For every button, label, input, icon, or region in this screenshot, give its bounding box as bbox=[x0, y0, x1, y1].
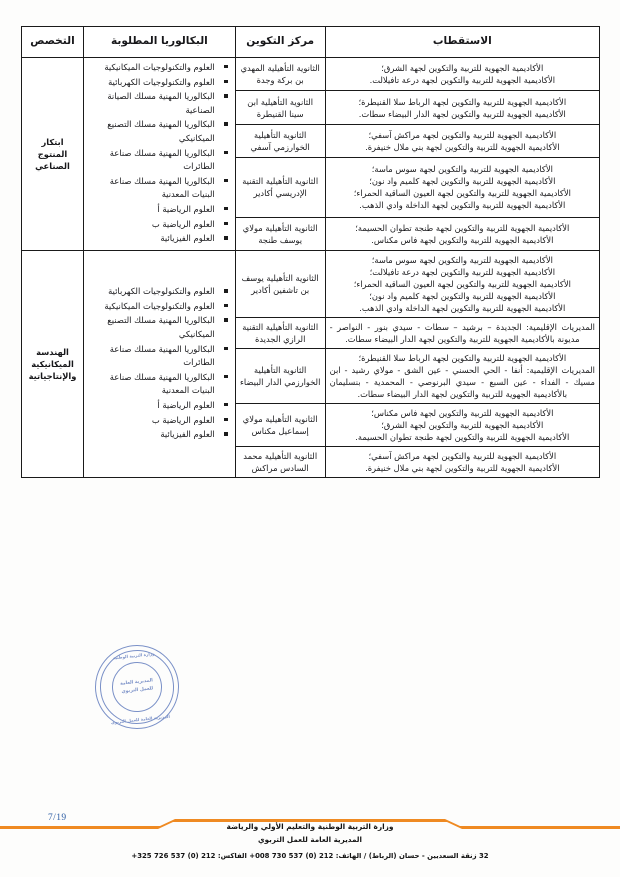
recruitment-line: الأكاديمية الجهوية للتربية والتكوين لجهة درعة تافيلالت. bbox=[369, 75, 556, 86]
recruitment-cell bbox=[325, 250, 599, 317]
bullet-square-icon bbox=[224, 65, 227, 68]
bac-required-item-label: العلوم الفيزيائية bbox=[160, 233, 215, 244]
bac-required-item bbox=[88, 118, 217, 145]
bullet-square-icon bbox=[224, 289, 227, 292]
recruitment-line: الأكاديمية الجهوية للتربية والتكوين لجهة طنجة تطوان الحسيمة؛ bbox=[355, 222, 570, 233]
footer-ministry-line-2: المديرية العامة للعمل التربوي bbox=[258, 834, 362, 844]
bac-required-item-label: البكالوريا المهنية مسلك صناعة البنيات المعدنية bbox=[109, 371, 215, 396]
recruitment-cell bbox=[325, 318, 599, 349]
bullet-square-icon bbox=[224, 207, 227, 210]
bac-required-item bbox=[88, 399, 217, 413]
bac-required-item-label: العلوم الرياضية ب bbox=[151, 414, 215, 425]
recruitment-line: الأكاديمية الجهوية للتربية والتكوين لجهة العيون الساقية الحمراء؛ bbox=[353, 188, 571, 199]
bac-required-item-label: البكالوريا المهنية مسلك صناعة الطائرات bbox=[109, 147, 215, 172]
recruitment-line: الأكاديمية الجهوية للتربية والتكوين لجهة درعة تافيلالت؛ bbox=[369, 266, 556, 277]
recruitment-line: الأكاديمية الجهوية للتربية والتكوين لجهة الشرق؛ bbox=[381, 420, 544, 431]
training-center-cell: الثانوية التأهيلية التقنية الإدريسي أكادير bbox=[235, 158, 325, 217]
recruitment-line: الأكاديمية الجهوية للتربية والتكوين لجهة كلميم واد نون؛ bbox=[369, 176, 556, 187]
recruitment-cell bbox=[325, 91, 599, 124]
bullet-square-icon bbox=[224, 122, 227, 125]
table-row bbox=[22, 58, 600, 91]
recruitment-line: الأكاديمية الجهوية للتربية والتكوين لجهة سوس ماسة؛ bbox=[371, 164, 553, 175]
recruitment-cell bbox=[325, 158, 599, 217]
bac-required-item bbox=[88, 343, 217, 370]
bullet-square-icon bbox=[224, 179, 227, 182]
recruitment-cell bbox=[325, 404, 599, 447]
training-center-cell: الثانوية التأهيلية محمد السادس مراكش bbox=[235, 447, 325, 478]
recruitment-line: المديريات الإقليمية: الجديدة – برشيد – سطات - سيدي بنور - النواصر - مديونة بالأكاديمية الجهوية للتربية والتكوين لجهة الدار البيضاء سطات. bbox=[329, 322, 595, 345]
recruitment-line: الأكاديمية الجهوية للتربية والتكوين لجهة الشرق؛ bbox=[381, 63, 544, 74]
bullet-square-icon bbox=[224, 236, 227, 239]
recruitment-line: الأكاديمية الجهوية للتربية والتكوين لجهة الرباط سلا القنيطرة؛ bbox=[358, 96, 567, 107]
bac-required-item bbox=[88, 203, 217, 217]
training-center-cell: الثانوية التأهيلية التقنية الرازي الجديدة bbox=[235, 318, 325, 349]
recruitment-cell bbox=[325, 349, 599, 404]
page-footer bbox=[0, 791, 620, 877]
column-header-training-center: مركز التكوين bbox=[235, 27, 325, 58]
recruitment-line: الأكاديمية الجهوية للتربية والتكوين لجهة فاس مكناس؛ bbox=[371, 408, 554, 419]
bac-required-item bbox=[88, 232, 217, 246]
bac-required-item bbox=[88, 90, 217, 117]
table-header bbox=[22, 27, 600, 58]
recruitment-line: الأكاديمية الجهوية للتربية والتكوين لجهة الرباط سلا القنيطرة؛ bbox=[358, 353, 567, 364]
specializations-table bbox=[21, 26, 600, 478]
training-center-cell: الثانوية التأهيلية الخوارزمي آسفي bbox=[235, 124, 325, 157]
bac-required-item bbox=[88, 218, 217, 232]
stamp-line-1: المديرية العامة bbox=[119, 678, 154, 687]
column-header-bac-required: البكالوريا المطلوبة bbox=[84, 27, 236, 58]
footer-ministry-line-1: وزارة التربية الوطنية والتعليم الأولي والرياضة bbox=[226, 822, 394, 831]
bac-required-cell bbox=[84, 58, 236, 251]
table-header-row bbox=[22, 27, 600, 58]
footer-contact-line: 32 زنقة السعديين - حسان (الرباط) / الهاتف: 212 (0) 537 730 008+ الفاكس: 212 (0) 537 726 325+ bbox=[131, 851, 489, 860]
bac-required-item-label: العلوم والتكنولوجيات الكهربائية bbox=[108, 76, 215, 87]
recruitment-line: المديريات الإقليمية: أنفا - الحي الحسني - عين الشق - مولاي رشيد - ابن مسيك - الفداء - عين السبع - سيدي البرنوصي - المحمدية - بنسليمان بالأكاديمية الجهوية للتربية والتكوين لجهة الدار البيضاء سطات. bbox=[329, 365, 595, 400]
bac-required-item bbox=[88, 285, 217, 299]
bac-required-list bbox=[88, 61, 231, 246]
recruitment-cell bbox=[325, 58, 599, 91]
training-center-cell: الثانوية التأهيلية ابن سينا القنيطرة bbox=[235, 91, 325, 124]
training-center-cell: الثانوية التأهيلية مولاي إسماعيل مكناس bbox=[235, 404, 325, 447]
recruitment-line: الأكاديمية الجهوية للتربية والتكوين لجهة العيون الساقية الحمراء؛ bbox=[353, 278, 571, 289]
bac-required-item bbox=[88, 314, 217, 341]
recruitment-cell bbox=[325, 217, 599, 250]
recruitment-line: الأكاديمية الجهوية للتربية والتكوين لجهة سوس ماسة؛ bbox=[371, 254, 553, 265]
recruitment-line: الأكاديمية الجهوية للتربية والتكوين لجهة مراكش آسفي؛ bbox=[368, 130, 557, 140]
recruitment-cell bbox=[325, 447, 599, 478]
bullet-square-icon bbox=[224, 432, 227, 435]
bac-required-item bbox=[88, 147, 217, 174]
bac-required-item bbox=[88, 61, 217, 75]
bac-required-item bbox=[88, 414, 217, 428]
bullet-square-icon bbox=[224, 403, 227, 406]
recruitment-line: الأكاديمية الجهوية للتربية والتكوين لجهة كلميم واد نون؛ bbox=[369, 290, 556, 301]
footer-text-block bbox=[0, 821, 620, 860]
specialization-cell: الهندسة الميكانيكية والإنتاجياتية bbox=[22, 250, 84, 477]
bac-required-item-label: العلوم الرياضية أ bbox=[157, 400, 215, 411]
recruitment-line: الأكاديمية الجهوية للتربية والتكوين لجهة فاس مكناس. bbox=[371, 234, 554, 245]
recruitment-line: الأكاديمية الجهوية للتربية والتكوين لجهة الدار البيضاء سطات. bbox=[358, 108, 566, 119]
column-header-recruitment: الاستقطاب bbox=[325, 27, 599, 58]
bac-required-item bbox=[88, 300, 217, 314]
page-number: 7/19 bbox=[48, 813, 67, 823]
recruitment-line: الأكاديمية الجهوية للتربية والتكوين لجهة طنجة تطوان الحسيمة. bbox=[355, 432, 570, 443]
stamp-arc-bottom: المديرية العامة للعمل التربوي bbox=[110, 713, 171, 725]
bac-required-item bbox=[88, 428, 217, 442]
bac-required-cell bbox=[84, 250, 236, 477]
training-center-cell: الثانوية التأهيلية مولاي يوسف طنجة bbox=[235, 217, 325, 250]
bac-required-item-label: العلوم الرياضية أ bbox=[157, 204, 215, 215]
bullet-square-icon bbox=[224, 347, 227, 350]
bullet-square-icon bbox=[224, 418, 227, 421]
recruitment-line: الأكاديمية الجهوية للتربية والتكوين لجهة الداخلة وادي الذهب. bbox=[359, 302, 566, 313]
recruitment-line: الأكاديمية الجهوية للتربية والتكوين لجهة بني ملال خنيفرة. bbox=[365, 463, 560, 474]
specialization-cell: ابتكار المنتوج الصناعي bbox=[22, 58, 84, 251]
bullet-square-icon bbox=[224, 94, 227, 97]
stamp-arc-top: وزارة التربية الوطنية bbox=[112, 650, 155, 661]
training-center-cell: الثانوية التأهيلية المهدي بن بركة وجدة bbox=[235, 58, 325, 91]
training-center-cell: الثانوية التأهيلية يوسف بن تاشفين أكادير bbox=[235, 250, 325, 317]
training-center-cell: الثانوية التأهيلية الخوارزمي الدار البيضاء bbox=[235, 349, 325, 404]
bac-required-item-label: البكالوريا المهنية مسلك التصنيع الميكانيكي bbox=[107, 315, 215, 340]
bullet-square-icon bbox=[224, 80, 227, 83]
bac-required-item-label: البكالوريا المهنية مسلك صناعة البنيات المعدنية bbox=[109, 175, 215, 200]
bac-required-list bbox=[88, 285, 231, 442]
bullet-square-icon bbox=[224, 375, 227, 378]
bac-required-item-label: العلوم والتكنولوجيات الميكانيكية bbox=[104, 300, 215, 311]
bac-required-item-label: العلوم الرياضية ب bbox=[151, 218, 215, 229]
bac-required-item-label: البكالوريا المهنية مسلك التصنيع الميكانيكي bbox=[107, 119, 215, 144]
stamp-line-2: للعمل التربوي bbox=[121, 686, 154, 695]
bac-required-item-label: العلوم الفيزيائية bbox=[160, 429, 215, 440]
recruitment-line: الأكاديمية الجهوية للتربية والتكوين لجهة الداخلة وادي الذهب. bbox=[359, 200, 566, 211]
bullet-square-icon bbox=[224, 304, 227, 307]
bullet-square-icon bbox=[224, 318, 227, 321]
bac-required-item bbox=[88, 175, 217, 202]
stamp-center-text bbox=[91, 641, 183, 733]
bac-required-item-label: العلوم والتكنولوجيات الميكانيكية bbox=[104, 62, 215, 72]
recruitment-cell bbox=[325, 124, 599, 157]
bac-required-item-label: البكالوريا المهنية مسلك الصيانة الصناعية bbox=[107, 91, 215, 115]
column-header-specialization: التخصص bbox=[22, 27, 84, 58]
bac-required-item-label: البكالوريا المهنية مسلك صناعة الطائرات bbox=[109, 343, 215, 368]
bullet-square-icon bbox=[224, 151, 227, 154]
bac-required-item bbox=[88, 76, 217, 90]
recruitment-line: الأكاديمية الجهوية للتربية والتكوين لجهة مراكش آسفي؛ bbox=[368, 451, 557, 462]
official-stamp bbox=[91, 641, 183, 733]
table-row bbox=[22, 250, 600, 317]
bac-required-item-label: العلوم والتكنولوجيات الكهربائية bbox=[108, 286, 215, 297]
bullet-square-icon bbox=[224, 222, 227, 225]
recruitment-line: الأكاديمية الجهوية للتربية والتكوين لجهة بني ملال خنيفرة. bbox=[365, 142, 560, 153]
table-body bbox=[22, 58, 600, 478]
bac-required-item bbox=[88, 371, 217, 398]
